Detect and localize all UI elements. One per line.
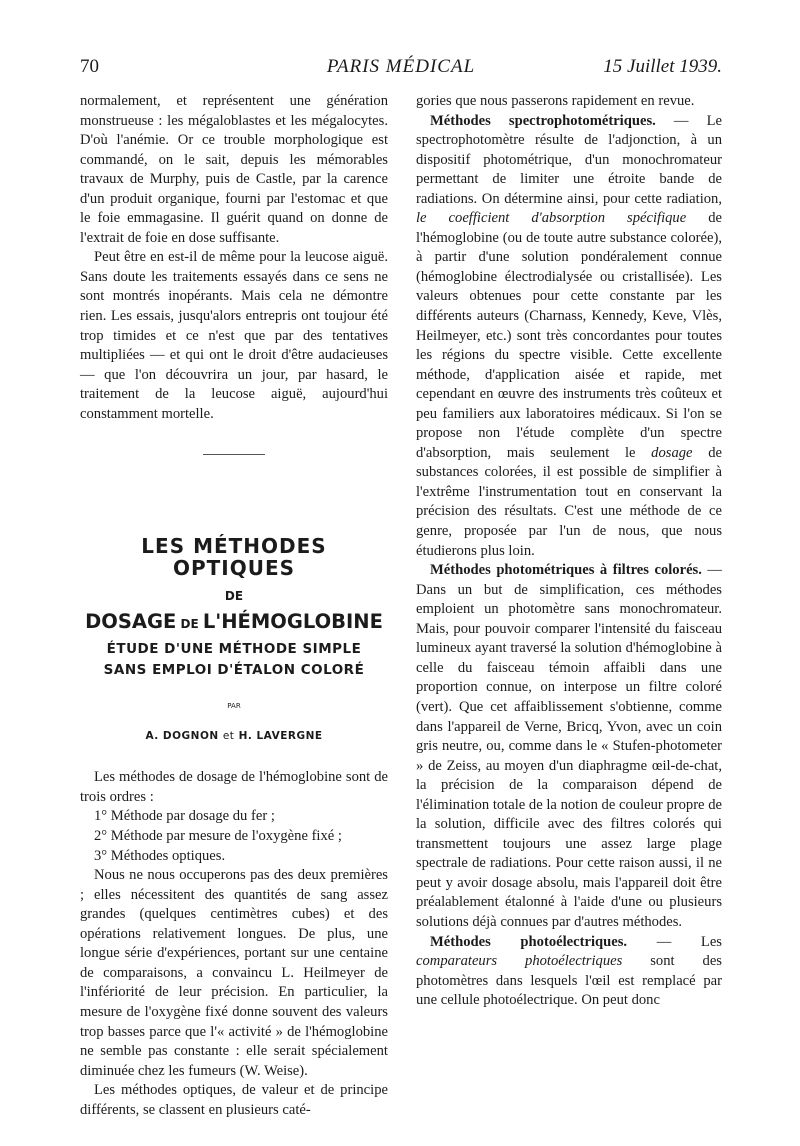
article-subtitle-2: SANS EMPLOI D'ÉTALON COLORÉ (103, 662, 365, 679)
right-paragraph-1: gories que nous passerons rapidement en revue. (416, 93, 695, 109)
author-1: A. DOGNON (145, 729, 219, 742)
article-subtitle-1: ÉTUDE D'UNE MÉTHODE SIMPLE (106, 641, 362, 658)
intro-paragraph: Les méthodes de dosage de l'hémoglobine sont de trois ordres : (80, 769, 388, 805)
journal-title: PARIS MÉDICAL (326, 56, 476, 77)
left-column (80, 92, 388, 1120)
title-dosage: DOSAGE (85, 610, 177, 634)
spectro-heading: Méthodes spectrophotométriques. (430, 112, 656, 129)
article-title-line-1: LES MÉTHODES OPTIQUES (141, 534, 327, 581)
by-label: PAR (227, 702, 241, 711)
photoelectric-section: Méthodes photoélectriques. — Les comparateurs photoélectriques sont des photomètres dans lesquels l'œil est remplacé par une cellule photoélectrique. On peut donc (416, 933, 722, 1009)
photometric-filter-section: Méthodes photométriques à filtres colorés. — Dans un but de simplification, ces méthodes emploient un photomètre sans monochromateur. Mais, pour pouvoir comparer l'intensité du faisceau lumineux ayant traversé la solution d'hémoglobine à celle du faisceau témoin affaibli dans une proportion connue, on interpose un filtre coloré (vert). Que cet affaiblissement s'obtienne, comme dans l'appareil de Verne, Bricq, Yvon, avec un coin gris neutre, ou, comme dans le « Stufen-photometer » de Zeiss, au moyen d'un diaphragme œil-de-chat, la précision de la comparaison dépend de l'élimination totale de la notion de couleur propre de la solution, difficile avec des filtres colorés qui transmettent toujours une assez large plage spectrale de radiations. Pour cette raison aussi, il ne peut y avoir dosage absolu, mais l'appareil doit être préalablement étalonné à l'aide d'une ou plusieurs solutions déjà connues par d'autres méthodes. (416, 562, 722, 930)
method-list-item-2: 2° Méthode par mesure de l'oxygène fixé ; (94, 828, 342, 845)
article-title-de: DE (224, 589, 244, 604)
emphasis-dosage: dosage (651, 444, 693, 461)
left-paragraph-1: normalement, et représentent une génération monstrueuse : les mégaloblastes et les mégalocytes. D'où l'anémie. Or ce trouble morphologique est commandé, on le sait, depuis les mémorables travaux de Murphy, puis de Castle, par la carence d'un produit organique, fourni par l'estomac et que le foie emmagasine. Il guérit quand on donne de l'extrait de foie en dose suffisante. (80, 93, 388, 246)
right-column (416, 92, 722, 1011)
left-paragraph-2: Peut être en est-il de même pour la leucose aiguë. Sans doute les traitements essayés dans ce sens ne sont montrés inopérants. Mais cela ne démontre rien. Les essais, jusqu'alors entrepris ont toujour été trop timides et ce n'est que par des tentatives multipliées — et qui ont le droit d'être audacieuses — que l'on découvrira un jour, par hasard, le traitement de la leucose aiguë, aujourd'hui constamment mortelle. (80, 249, 388, 422)
page-header (80, 56, 722, 82)
title-hemoglobine: L'HÉMOGLOBINE (202, 610, 383, 634)
emphasis-comparateurs: comparateurs photoélectriques (416, 953, 623, 970)
emphasis-coefficient: le coefficient d'absorption spécifique (416, 210, 687, 227)
photometric-heading: Méthodes photométriques à filtres colorés. (430, 562, 702, 579)
method-list-item-1: 1° Méthode par dosage du fer ; (94, 808, 275, 825)
left-paragraph-4: Nous ne nous occuperons pas des deux premières ; elles nécessitent des quantités de sang assez grandes (quelques centimètres cubes) et des opérations relativement longues. De plus, une longue série d'expériences, portant sur une centaine de comparaisons, a convaincu L. Heilmeyer de l'infériorité de leur précision. En particulier, la mesure de l'oxygène fixé donne souvent des valeurs trop basses parce que l'« activité » de l'hémoglobine ne semble pas constante : elle serait spécialement diminuée chez les fumeurs (W. Weise). (80, 867, 388, 1079)
section-divider (203, 454, 265, 455)
author-2: H. LAVERGNE (238, 729, 323, 742)
author-conjunction: et (222, 729, 235, 742)
page-number: 70 (80, 56, 99, 77)
photoelectric-heading: Méthodes photoélectriques. (430, 933, 628, 950)
title-de-small: DE (180, 617, 199, 632)
method-list-item-3: 3° Méthodes optiques. (94, 847, 226, 864)
issue-date: 15 Juillet 1939. (603, 56, 722, 77)
article-title-line-3 (80, 611, 388, 635)
left-paragraph-5: Les méthodes optiques, de valeur et de principe différents, se classent en plusieurs caté- (80, 1082, 388, 1118)
spectrophotometric-section: Méthodes spectrophotométriques. — Le spectrophotomètre résulte de l'adjonction, à un dispositif photométrique, d'un monochromateur permettant de limiter une étroite bande de radiations. On détermine ainsi, pour cette radiation, le coefficient d'absorption spécifique de l'hémoglobine (ou de toute autre substance colorée), à partir d'une solution pondéralement connue (hémoglobine électrodialysée ou cristallisée). Les valeurs obtenues pour cette constante par les différents auteurs (Charnass, Kennedy, Keve, Vlès, Heilmeyer, etc.) sont très concordantes pour toutes les régions du spectre visible. Cette excellente méthode, d'application aisée et rapide, met cependant en œuvre des instruments très coûteux et peu familiers aux laboratoires médicaux. Si l'on se propose non l'étude complète d'un spectre d'absorption, mais seulement le dosage de substances colorées, il est possible de simplifier à l'extrême l'instrumentation tout en conservant la précision des résultats. C'est une méthode de ce genre, proposée par l'un de nous, que nous étudierons plus loin. (416, 112, 722, 559)
authors (80, 727, 388, 747)
